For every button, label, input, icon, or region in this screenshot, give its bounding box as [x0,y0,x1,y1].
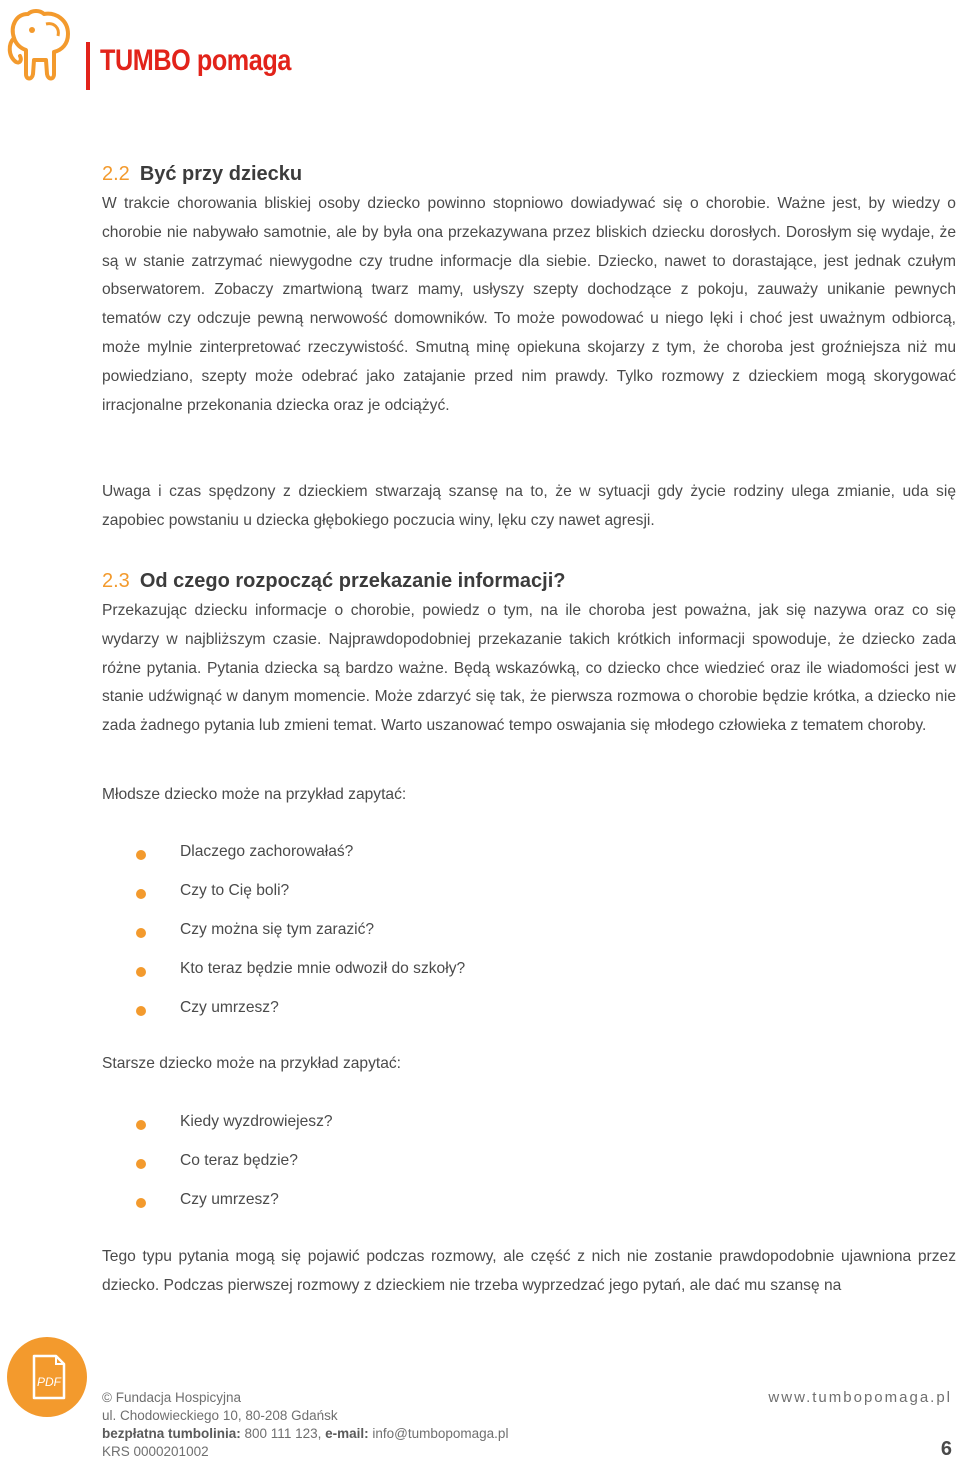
hotline-number: 800 111 123, [244,1426,322,1441]
section-title: Od czego rozpocząć przekazanie informacji? [139,570,566,592]
footer-address: ul. Chodowieckiego 10, 80-208 Gdańsk [102,1408,338,1423]
bullet-icon [136,1198,146,1208]
brand-logo-text[interactable]: TUMBO pomaga [100,44,291,77]
elephant-icon [6,4,76,90]
bullet-icon [136,1159,146,1169]
question-text: Czy umrzesz? [180,1191,279,1208]
website-link[interactable]: www.tumbopomaga.pl [768,1389,952,1406]
section-number: 2.2 [102,163,130,185]
logo-divider [86,42,90,90]
pdf-badge-label: PDF [37,1375,61,1389]
page-number: 6 [940,1438,952,1460]
section-2-2-paragraph-1: W trakcie chorowania bliskiej osoby dziecko powinno stopniowo dowiadywać się o chorobie. Ważne jest, by wiedzy o chorobie nie nabywało samotnie, ale by była ona przekazywana przez bliskich dziecku dorosłych. Dorosłym się wydaje, że są w stanie zatrzymać niewygodne czy trudne informacje dla siebie. Dziecko, nawet to dorastające, jest jednak czułym obserwatorem. Zobaczy zmartwioną twarz mamy, usłyszy szepty dochodzące z pokoju, zauważy unikanie pewnych tematów czy odczuje pewną nerwowość domowników. To może powodować u niego lęki i choć jest uważnym odbiorcą, może mylnie zinterpretować rzeczywistość. Smutną minę opiekuna skojarzy z tym, że choroba jest groźniejsza niż mu powiedziano, szepty może odebrać jako zatajanie przed nim prawdy. Tylko rozmowy z dzieckiem mogą skorygować irracjonalne przekonania dziecka oraz je odciążyć. [102,195,956,414]
pdf-badge-icon[interactable] [6,1336,88,1418]
footer-contact [102,1389,508,1461]
footer-krs: KRS 0000201002 [102,1444,209,1459]
hotline-label: bezpłatna tumbolinia: [102,1426,241,1441]
bullet-icon [136,928,146,938]
question-text: Czy umrzesz? [180,999,279,1016]
bullet-icon [136,1120,146,1130]
bullet-icon [136,967,146,977]
section-2-2-paragraph-2: Uwaga i czas spędzony z dzieckiem stwarzają szansę na to, że w sytuacji gdy życie rodziny ulega zmianie, uda się zapobiec powstaniu u dziecka głębokiego poczucia winy, lęku czy nawet agresji. [102,483,956,529]
question-text: Czy można się tym zarazić? [180,921,375,938]
email-label: e-mail: [325,1426,369,1441]
question-text: Czy to Cię boli? [180,882,290,899]
page-header [0,0,960,100]
bullet-icon [136,850,146,860]
question-text: Co teraz będzie? [180,1152,298,1169]
section-title: Być przy dziecku [139,163,303,185]
question-text: Dlaczego zachorowałaś? [180,843,354,860]
section-heading-2-2 [102,163,956,186]
bullet-icon [136,889,146,899]
section-heading-2-3 [102,570,956,593]
closing-paragraph: Tego typu pytania mogą się pojawić podczas rozmowy, ale część z nich nie zostanie prawdopodobnie ujawniona przez dziecko. Podczas pierwszej rozmowy z dzieckiem nie trzeba wyprzedzać jego pytań, ale dać mu szansę na [102,1248,956,1294]
section-number: 2.3 [102,570,130,592]
section-2-3-paragraph-1: Przekazując dziecku informacje o chorobie, powiedz o tym, na ile choroba jest poważna, jak się nazywa oraz co się wydarzy w najbliższym czasie. Najprawdopodobniej przekazanie takich krótkich informacji spowoduje, że dziecko zada różne pytania. Pytania dziecka są bardzo ważne. Będą wskazówką, co dziecko chce wiedzieć oraz ile wiadomości jest w stanie udźwignąć w danym momencie. Może zdarzyć się tak, że pierwsza rozmowa o chorobie będzie krótka, a dziecko nie zada żadnego pytania lub zmieni temat. Warto uszanować tempo oswajania się młodego człowieka z tematem choroby. [102,602,956,735]
footer-org: © Fundacja Hospicyjna [102,1390,242,1405]
younger-child-intro: Młodsze dziecko może na przykład zapytać: [102,786,407,803]
bullet-icon [136,1006,146,1016]
email-link[interactable]: info@tumbopomaga.pl [372,1426,509,1441]
footer-hotline [102,1425,508,1443]
question-text: Kto teraz będzie mnie odwoził do szkoły? [180,960,466,977]
question-text: Kiedy wyzdrowiejesz? [180,1113,333,1130]
older-child-intro: Starsze dziecko może na przykład zapytać: [102,1055,402,1072]
